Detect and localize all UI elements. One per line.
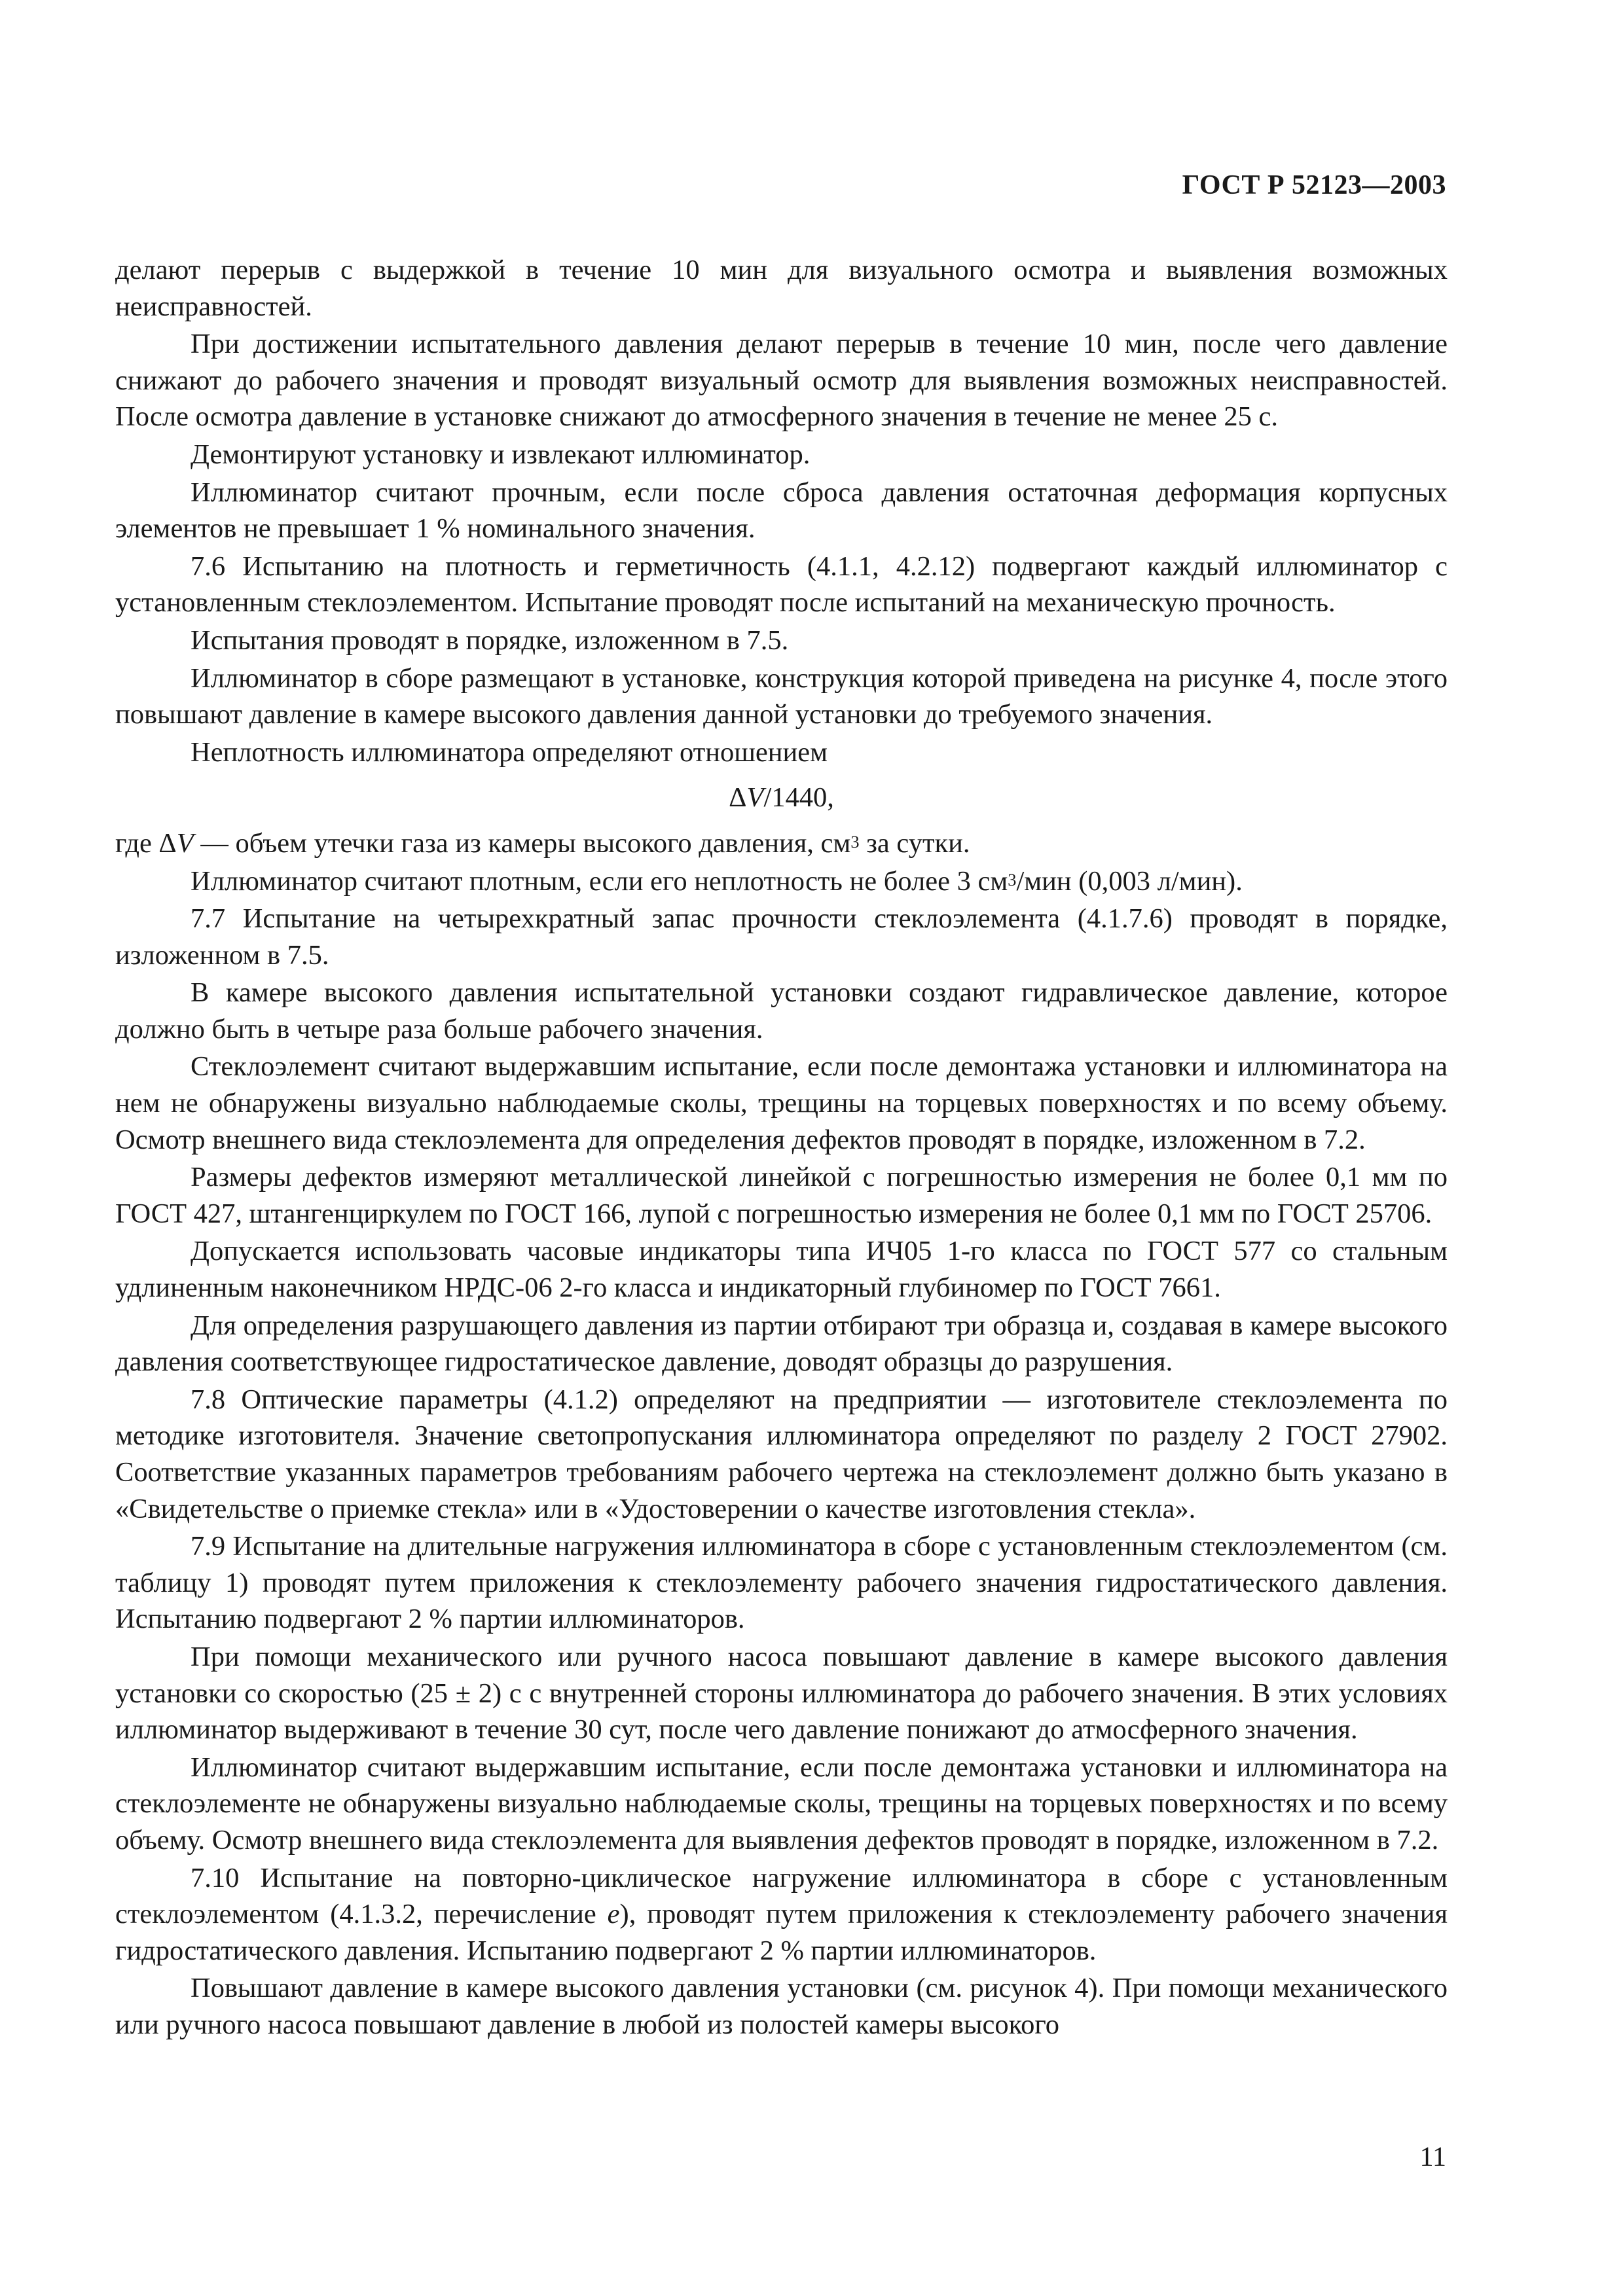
enumeration-letter: е bbox=[607, 1899, 620, 1930]
formula-variable: V bbox=[746, 782, 764, 814]
paragraph: Иллюминатор считают прочным, если после сброса давления остаточная деформация корпусных элементов не превышает 1 % номинального значения. bbox=[115, 476, 1448, 545]
leakage-formula bbox=[115, 780, 1448, 816]
body-text bbox=[115, 252, 1448, 2045]
paragraph-7-10 bbox=[115, 1860, 1448, 1969]
paragraph-7-7: 7.7 Испытание на четырехкратный запас прочности стеклоэлемента (4.1.7.6) проводят в порядке, изложенном в 7.5. bbox=[115, 903, 1448, 971]
paragraph: Демонтируют установку и извлекают иллюминатор. bbox=[191, 439, 811, 470]
paragraph: Для определения разрушающего давления из партии отбирают три образца и, создавая в камере высокого давления соответствующее гидростатическое давление, доводят образцы до разрушения. bbox=[115, 1310, 1448, 1378]
paragraph: Иллюминатор считают выдержавшим испытание, если после демонтажа установки и иллюминатора на стеклоэлементе не обнаружены визуально наблюдаемые сколы, трещины на торцевых поверхностях и по всему объему. Осмотр внешнего вида стеклоэлемента для выявления дефектов проводят в порядке, изложенном в 7.2. bbox=[115, 1751, 1448, 1856]
paragraph: Допускается использовать часовые индикаторы типа ИЧ05 1-го класса по ГОСТ 577 со стальным удлиненным наконечником НРДС-06 2-го класса и индикаторный глубиномер по ГОСТ 7661. bbox=[115, 1236, 1448, 1304]
document-code-header: ГОСТ Р 52123—2003 bbox=[1182, 170, 1446, 200]
variable-italic: V bbox=[176, 827, 194, 859]
paragraph: Стеклоэлемент считают выдержавшим испытание, если после демонтажа установки и иллюминатора на нем не обнаружены визуально наблюдаемые сколы, трещины на торцевых поверхностях и по всему объему. Осмотр внешнего вида стеклоэлемента для определения дефектов проводят в порядке, изложенном в 7.2. bbox=[115, 1051, 1448, 1155]
paragraph bbox=[115, 863, 1448, 900]
text-span: — объем утечки газа из камеры высокого давления, см bbox=[193, 827, 851, 859]
text-span: где Δ bbox=[115, 827, 177, 859]
text-span: за сутки. bbox=[859, 827, 970, 859]
paragraph-7-9: 7.9 Испытание на длительные нагружения иллюминатора в сборе с установленным стеклоэлементом (см. таблицу 1) проводят путем приложения к стеклоэлементу рабочего значения гидростатического давления. Испытанию подвергают 2 % партии иллюминаторов. bbox=[115, 1531, 1448, 1635]
superscript: 3 bbox=[1008, 870, 1017, 889]
paragraph: Неплотность иллюминатора определяют отношением bbox=[191, 736, 828, 768]
paragraph-7-8: 7.8 Оптические параметры (4.1.2) определяют на предприятии — изготовителе стеклоэлемента по методике изготовителя. Значение светопропускания иллюминатора определяют по разделу 2 ГОСТ 27902. Соответствие указанных параметров требованиям рабочего чертежа на стеклоэлемент должно быть указано в «Свидетельстве о приемке стекла» или в «Удостоверении о качестве изготовления стекла». bbox=[115, 1384, 1448, 1524]
formula-rest: /1440, bbox=[763, 782, 834, 814]
paragraph: При помощи механического или ручного насоса повышают давление в камере высокого давления установки со скоростью (25 ± 2) с с внутренней стороны иллюминатора до рабочего значения. В этих условиях иллюминатор выдерживают в течение 30 сут, после чего давление понижают до атмосферного значения. bbox=[115, 1641, 1448, 1746]
paragraph: делают перерыв с выдержкой в течение 10 мин для визуального осмотра и выявления возможных неисправностей. bbox=[115, 255, 1448, 322]
paragraph: При достижении испытательного давления делают перерыв в течение 10 мин, после чего давление снижают до рабочего значения и проводят визуальный осмотр для выявления возможных неисправностей. После осмотра давление в установке снижают до атмосферного значения в течение не менее 25 с. bbox=[115, 329, 1448, 433]
formula-delta: Δ bbox=[729, 782, 747, 814]
text-span: 7.10 Испытание на повторно-циклическое нагружение иллюминатора в сборе с установленным стеклоэлементом (4.1.3.2, перечисление bbox=[115, 1862, 1448, 1930]
formula-explanation bbox=[115, 825, 1448, 862]
paragraph-7-6: 7.6 Испытанию на плотность и герметичность (4.1.1, 4.2.12) подвергают каждый иллюминатор с установленным стеклоэлементом. Испытание проводят после испытаний на механическую прочность. bbox=[115, 550, 1448, 619]
text-span: ), проводят путем приложения к стеклоэлементу рабочего значения гидростатического давления. Испытанию подвергают 2 % партии иллюминаторов. bbox=[115, 1899, 1448, 1966]
text-span: Иллюминатор считают плотным, если его неплотность не более 3 см bbox=[191, 865, 1008, 897]
superscript: 3 bbox=[850, 833, 860, 852]
page-number: 11 bbox=[1419, 2142, 1446, 2172]
paragraph: В камере высокого давления испытательной установки создают гидравлическое давление, которое должно быть в четыре раза больше рабочего значения. bbox=[115, 977, 1448, 1045]
paragraph: Испытания проводят в порядке, изложенном в 7.5. bbox=[191, 624, 789, 656]
paragraph: Размеры дефектов измеряют металлической линейкой с погрешностью измерения не более 0,1 мм по ГОСТ 427, штангенциркулем по ГОСТ 166, лупой с погрешностью измерения не более 0,1 мм по ГОСТ 25706. bbox=[115, 1162, 1448, 1229]
paragraph: Иллюминатор в сборе размещают в установке, конструкция которой приведена на рисунке 4, после этого повышают давление в камере высокого давления данной установки до требуемого значения. bbox=[115, 662, 1448, 730]
paragraph: Повышают давление в камере высокого давления установки (см. рисунок 4). При помощи механического или ручного насоса повышают давление в любой из полостей камеры высокого bbox=[115, 1973, 1448, 2040]
text-span: /мин (0,003 л/мин). bbox=[1016, 865, 1243, 897]
